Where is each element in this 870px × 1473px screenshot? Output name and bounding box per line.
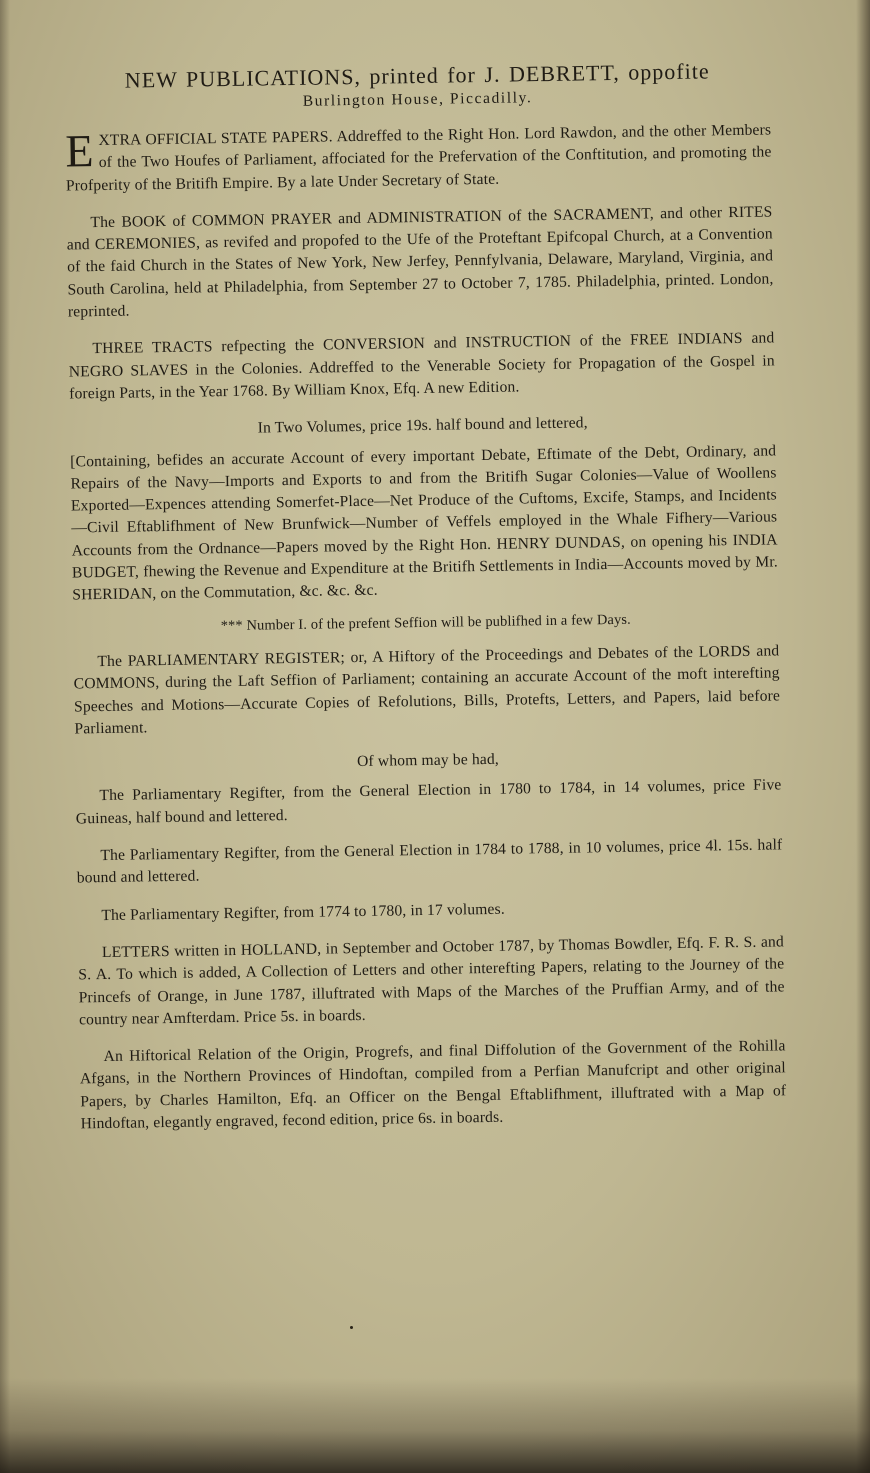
masthead-address: Burlington House, Piccadilly. xyxy=(302,89,533,110)
entry-state-papers: EXTRA OFFICIAL STATE PAPERS. Addreffed to the Right Hon. Lord Rawdon, and the other Members of the Two Houfes of Parliament, affociated for the Prefervation of the Conftitution, and promoting the Profperity of the Britifh Empire. By a late Under Secretary of State. xyxy=(64,121,772,195)
masthead-title: NEW PUBLICATIONS, printed for J. DEBRETT, oppofite xyxy=(124,58,710,93)
entry-common-prayer: The BOOK of COMMON PRAYER and ADMINISTRATION of the SACRAMENT, and other RITES and CEREMONIES, as revifed and propofed to the Ufe of the Proteftant Epifcopal Church, at a Convention of the faid Church in the States of New York, New Jerfey, Pennfylvania, Delaware, Maryland, Virginia, and South Carolina, held at Philadelphia, from September 27 to October 7, 1785. Philadelphia, printed. London, reprinted. xyxy=(66,203,774,321)
register-edition-1774: The Parliamentary Regifter, from 1774 to 1780, in 17 volumes. xyxy=(101,900,505,924)
publication-notice: *** Number I. of the prefent Seffion will be publifhed in a few Days. xyxy=(220,611,631,634)
page-bottom-edge xyxy=(0,1378,870,1473)
register-price: In Two Volumes, price 19s. half bound and lettered, xyxy=(257,414,588,437)
entry-letters-holland: LETTERS written in HOLLAND, in September and October 1787, by Thomas Bowdler, Efq. F. R. S. and S. A. To which is added, A Collection of Letters and other interefting Papers, relating to the Journey of the Princefs of Orange, in June 1787, illuftrated with Maps of the Marches of the Pruffian Army, and of the country near Amfterdam. Price 5s. in boards. xyxy=(78,933,785,1029)
register-contents: [Containing, befides an accurate Account of every important Debate, Eftimate of the Debt, Ordinary, and Repairs of the Navy—Imports and Exports to and from the Britifh Sugar Colonies—Value of Woollens Exported—Expences attending Somerfet-Place—Net Produce of the Cuftoms, Excife, Stamps, and Incidents—Civil Eftablifhment of New Brunfwick—Number of Veffels employed in the Whale Fifhery—Various Accounts from the Ordnance—Papers moved by the Right Hon. HENRY DUNDAS, on opening his INDIA BUDGET, fhewing the Revenue and Expenditure at the Britifh Settlements in India—Accounts moved by Mr. SHERIDAN, on the Commutation, &c. &c. &c. xyxy=(70,441,779,604)
entry-three-tracts: THREE TRACTS refpecting the CONVERSION and INSTRUCTION of the FREE INDIANS and NEGRO SLAVES in the Colonies. Addreffed to the Venerable Society for Propagation of the Gospel in foreign Parts, in the Year 1768. By William Knox, Efq. A new Edition. xyxy=(68,329,775,403)
page-right-edge xyxy=(856,0,870,1473)
advertisement-text xyxy=(64,56,787,1150)
entry-rohilla-history: An Hiftorical Relation of the Origin, Progrefs, and final Diffolution of the Government of the Rohilla Afgans, in the Northern Provinces of Hindoftan, compiled from a Perfian Manufcript and other original Papers, by Charles Hamilton, Efq. an Officer on the Bengal Eftablifhment, illuftrated with a Map of Hindoftan, elegantly engraved, fecond edition, price 6s. in boards. xyxy=(79,1037,787,1133)
page-left-edge xyxy=(0,0,10,1473)
of-whom-heading: Of whom may be had, xyxy=(356,750,500,771)
register-edition-1784: The Parliamentary Regifter, from the General Election in 1784 to 1788, in 10 volumes, price 4l. 15s. half bound and lettered. xyxy=(76,836,783,887)
ink-speck xyxy=(350,1326,353,1329)
register-edition-1780: The Parliamentary Regifter, from the General Election in 1780 to 1784, in 14 volumes, price Five Guineas, half bound and lettered. xyxy=(75,776,782,828)
entry-parliamentary-register: The PARLIAMENTARY REGISTER; or, A Hiftory of the Proceedings and Debates of the LORDS and COMMONS, during the Laft Seffion of Parliament; containing an accurate Account of the moft interefting Speeches and Motions—Accurate Copies of Refolutions, Bills, Protefts, Letters, and Papers, laid before Parliament. xyxy=(73,642,781,738)
